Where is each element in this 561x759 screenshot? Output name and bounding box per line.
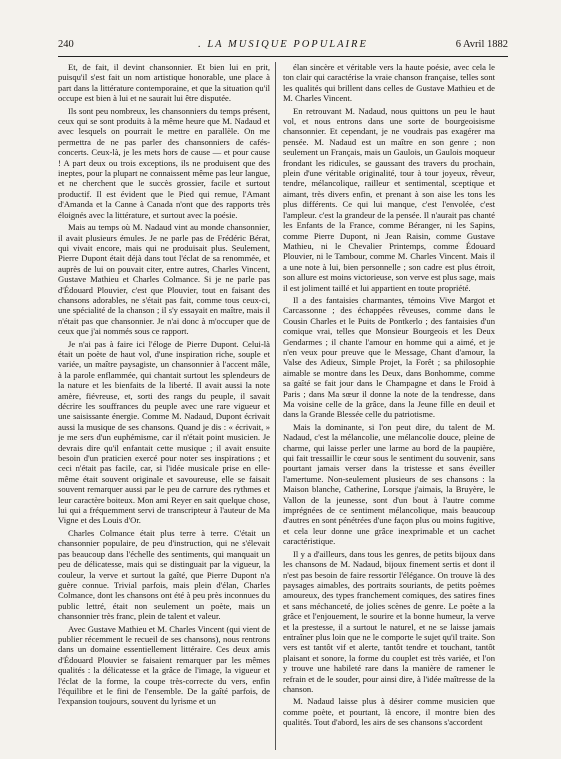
left-column — [58, 62, 270, 752]
paragraph: Ils sont peu nombreux, les chansonniers du temps présent, ceux qui se sont produits à la même heure que M. Nadaud et avec lesquels on pourrait le mettre en parallèle. On me permettra de ne pas parler des chansonniers de cafés-concerts. Ceux-là, je les mets hors de cause — et pour cause ! A part deux ou trois exceptions, ils ne produisent que des ineptes, pour la plupart ne connaissent même pas leur langue, et ne cherchent que le succès grossier, facile et surtout productif. Il est évident que le Pied qui remue, l'Amant d'Amanda et la Canne à Canada n'ont que des rapports très éloignés avec la littérature, et surtout avec la poésie. — [58, 105, 270, 220]
paragraph: Et, de fait, il devint chansonnier. Et bien lui en prit, puisqu'il s'est fait un nom artistique honorable, une place à part dans la littérature contemporaine, et que la situation qu'il occupe est bien à lui et ne saurait lui être disputée. — [58, 62, 270, 104]
paragraph: Mais au temps où M. Nadaud vint au monde chansonnier, il avait plusieurs émules. Je ne parle pas de Frédéric Bérat, qui vivait encore, mais qui ne produisait plus. Seulement, Pierre Dupont était déjà dans tout l'éclat de sa renommée, et auprès de lui on pouvait citer, entre autres, Charles Vincent, Gustave Mathieu et Charles Colmance. Si je ne parle pas d'Édouard Plouvier, c'est que Plouvier, tout en faisant des chansons adorables, ne s'était pas fait, comme tous ceux-ci, une spécialité de la chanson ; il s'y essayait en maître, mais il n'était pas que chansonnier. Je n'ai donc à m'occuper que de ceux que j'ai nommés sous ce rapport. — [58, 222, 270, 337]
paragraph: Il y a d'ailleurs, dans tous les genres, de petits bijoux dans les chansons de M. Nadaud, bijoux finement sertis et dont il n'est pas besoin de faire ressortir l'élégance. On trouve là des paysages aimables, des portraits souriants, de petits poèmes amoureux, des types franchement comiques, des satires fines et sans méchanceté, de jolies scènes de genre. Le poète a la grâce et l'enjouement, le sourire et la bonne humeur, la verve et la prestesse, il a surtout le naturel, et ne se laisse jamais entraîner plus loin que ne le comporte le sujet qu'il traite. Son vers est tantôt vif et alerte, tantôt tendre et touchant, tantôt plaisant et sonore, la forme du couplet est très variée, et l'on y trouve une habileté rare dans la manière de ramener le refrain et de le souder, pour ainsi dire, à l'idée maîtresse de la chanson. — [283, 548, 495, 694]
paragraph: Avec Gustave Mathieu et M. Charles Vincent (qui vient de publier récemment le recueil de ses chansons), nous rentrons dans un domaine essentiellement littéraire. Ces deux amis d'Édouard Plouvier se faisaient remarquer par les mêmes qualités : la délicatesse et la grâce de l'image, la vigueur et l'éclat de la forme, la coupe très-correcte du vers, enfin l'équilibre et le fini de l'ensemble. De la gaîté parfois, de l'expansion toujours, souvent du lyrisme et un — [58, 623, 270, 707]
paragraph: M. Nadaud laisse plus à désirer comme musicien que comme poète, et pourtant, là encore, il montre bien des qualités. Tout d'abord, les airs de ses chansons s'accordent — [283, 696, 495, 728]
publication-title: . LA MUSIQUE POPULAIRE — [198, 39, 368, 50]
issue-date: 6 Avril 1882 — [455, 39, 508, 50]
header-rule — [58, 56, 508, 57]
paragraph: Je n'ai pas à faire ici l'éloge de Pierre Dupont. Celui-là était un poète de haut vol, d'une inspiration riche, souple et variée, un maître paysagiste, un chansonnier à l'accent mâle, à la parole enflammée, qui chantait surtout les splendeurs de la nature et les bienfaits de la liberté. Il avait aussi la note amère, fiévreuse, et, sorti des rangs du peuple, il savait décrire les souffrances du peuple avec une rare vigueur et une saisissante énergie. Comme M. Nadaud, Dupont écrivait aussi la musique de ses chansons. Quand je dis : « écrivait, » je me sers d'un euphémisme, car il n'était point musicien. Je devrais dire qu'il enfantait cette musique ; il avait ensuite besoin d'un praticien exercé pour noter ses inspirations ; et ceci n'était pas facile, car, si l'idée musicale prise en elle-même était souvent originale et savoureuse, elle se faisait souvent remarquer aussi par le peu de carrure des rythmes et leur caractère boiteux. Mon ami Reyer en sait quelque chose, lui qui a fréquemment servi de transcripteur à l'auteur de Ma Vigne et des Louis d'Or. — [58, 338, 270, 526]
page-number: 240 — [58, 39, 74, 50]
paragraph: Mais la dominante, si l'on peut dire, du talent de M. Nadaud, c'est la mélancolie, une mélancolie douce, pleine de charme, qui laisse perler une larme au bord de la paupière, qui fait tressaillir le cœur sous le sentiment du souvenir, sans pourtant jamais verser dans la tristesse et sans éveiller l'amertume. Non-seulement plusieurs de ses chansons : la Maison blanche, Catherine, Lorsque j'aimais, la Bruyère, le Vallon de la jeunesse, sont d'un bout à l'autre comme imprégnées de ce sentiment mélancolique, mais beaucoup d'autres en sont pénétrées d'une façon plus ou moins fugitive, et cela leur donne une grâce inexprimable et un cachet caractéristique. — [283, 421, 495, 547]
paragraph: Charles Colmance était plus terre à terre. C'était un chansonnier populaire, de peu d'instruction, qui ne s'élevait pas beaucoup dans l'échelle des sentiments, qui manquait un peu de délicatesse, mais qui se distinguait par la vigueur, la couleur, la verve et surtout la gaîté, que Pierre Dupont n'a guère connue. Trivial parfois, mais plein d'élan, Charles Colmance, dont les chansons ont été à peu près inconnues du public lettré, était non seulement un poète, mais un chansonnier très franc, plein de talent et valeur. — [58, 527, 270, 622]
right-column — [283, 62, 495, 752]
paragraph: En retrouvant M. Nadaud, nous quittons un peu le haut vol, et nous entrons dans une sorte de bourgeoisisme chansonnier. Et cependant, je ne voudrais pas exagérer ma pensée. M. Nadaud est un maître en son genre ; non seulement un Français, mais un Gaulois, un Gaulois moqueur frondant les ridicules, se gaussant des travers du prochain, plein d'une véritable originalité, tour à tour joyeux, rêveur, tendre, mélancolique, railleur et sentimental, sceptique et aimant, très divers enfin, et prenant à son aise les tons les plus différents. Ce qui lui manque, c'est l'envolée, c'est l'ampleur. c'est la grandeur de la pensée. Il n'aurait pas chanté les Enfants de la France, comme Béranger, ni les Sapins, comme Pierre Dupont, ni Jean Raisin, comme Gustave Mathieu, ni le Chevalier Printemps, comme Édouard Plouvier, ni le Tambour, comme M. Charles Vincent. Mais il a une note à lui, bien personnelle ; son cadre est plus étroit, son allure est moins victorieuse, son verve est plus sage, mais il est joliment taillé et lui appartient en toute propriété. — [283, 105, 495, 293]
paragraph: élan sincère et véritable vers la haute poésie, avec cela le ton clair qui caractérise la vraie chanson française, telles sont les qualités qui brillent dans celles de Gustave Mathieu et de M. Charles Vincent. — [283, 62, 495, 104]
paragraph: Il a des fantaisies charmantes, témoins Vive Margot et Carcassonne ; des échappées rêveuses, comme dans le Cousin Charles et le Puits de Pontkerlo ; des fantaisies d'un comique vrai, telles que Monsieur Bourgeois et les Deux Gendarmes ; il chante l'amour en homme qui a aimé, et je n'en veux pour preuve que le Message, Chant d'amour, la Valse des Adieux, Simple Projet, la Forêt ; sa philosophie aimable se montre dans les Deux, dans Bonhomme, comme sa gaîté se fait jour dans le Champagne et dans le Froid à Paris ; dans Ma sœur il donne la note de la tendresse, dans Ma voisine celle de la grâce, dans la Jeune fille en deuil et dans la Grande Blessée celle du patriotisme. — [283, 294, 495, 420]
column-divider — [275, 62, 276, 750]
page-header — [58, 38, 508, 52]
